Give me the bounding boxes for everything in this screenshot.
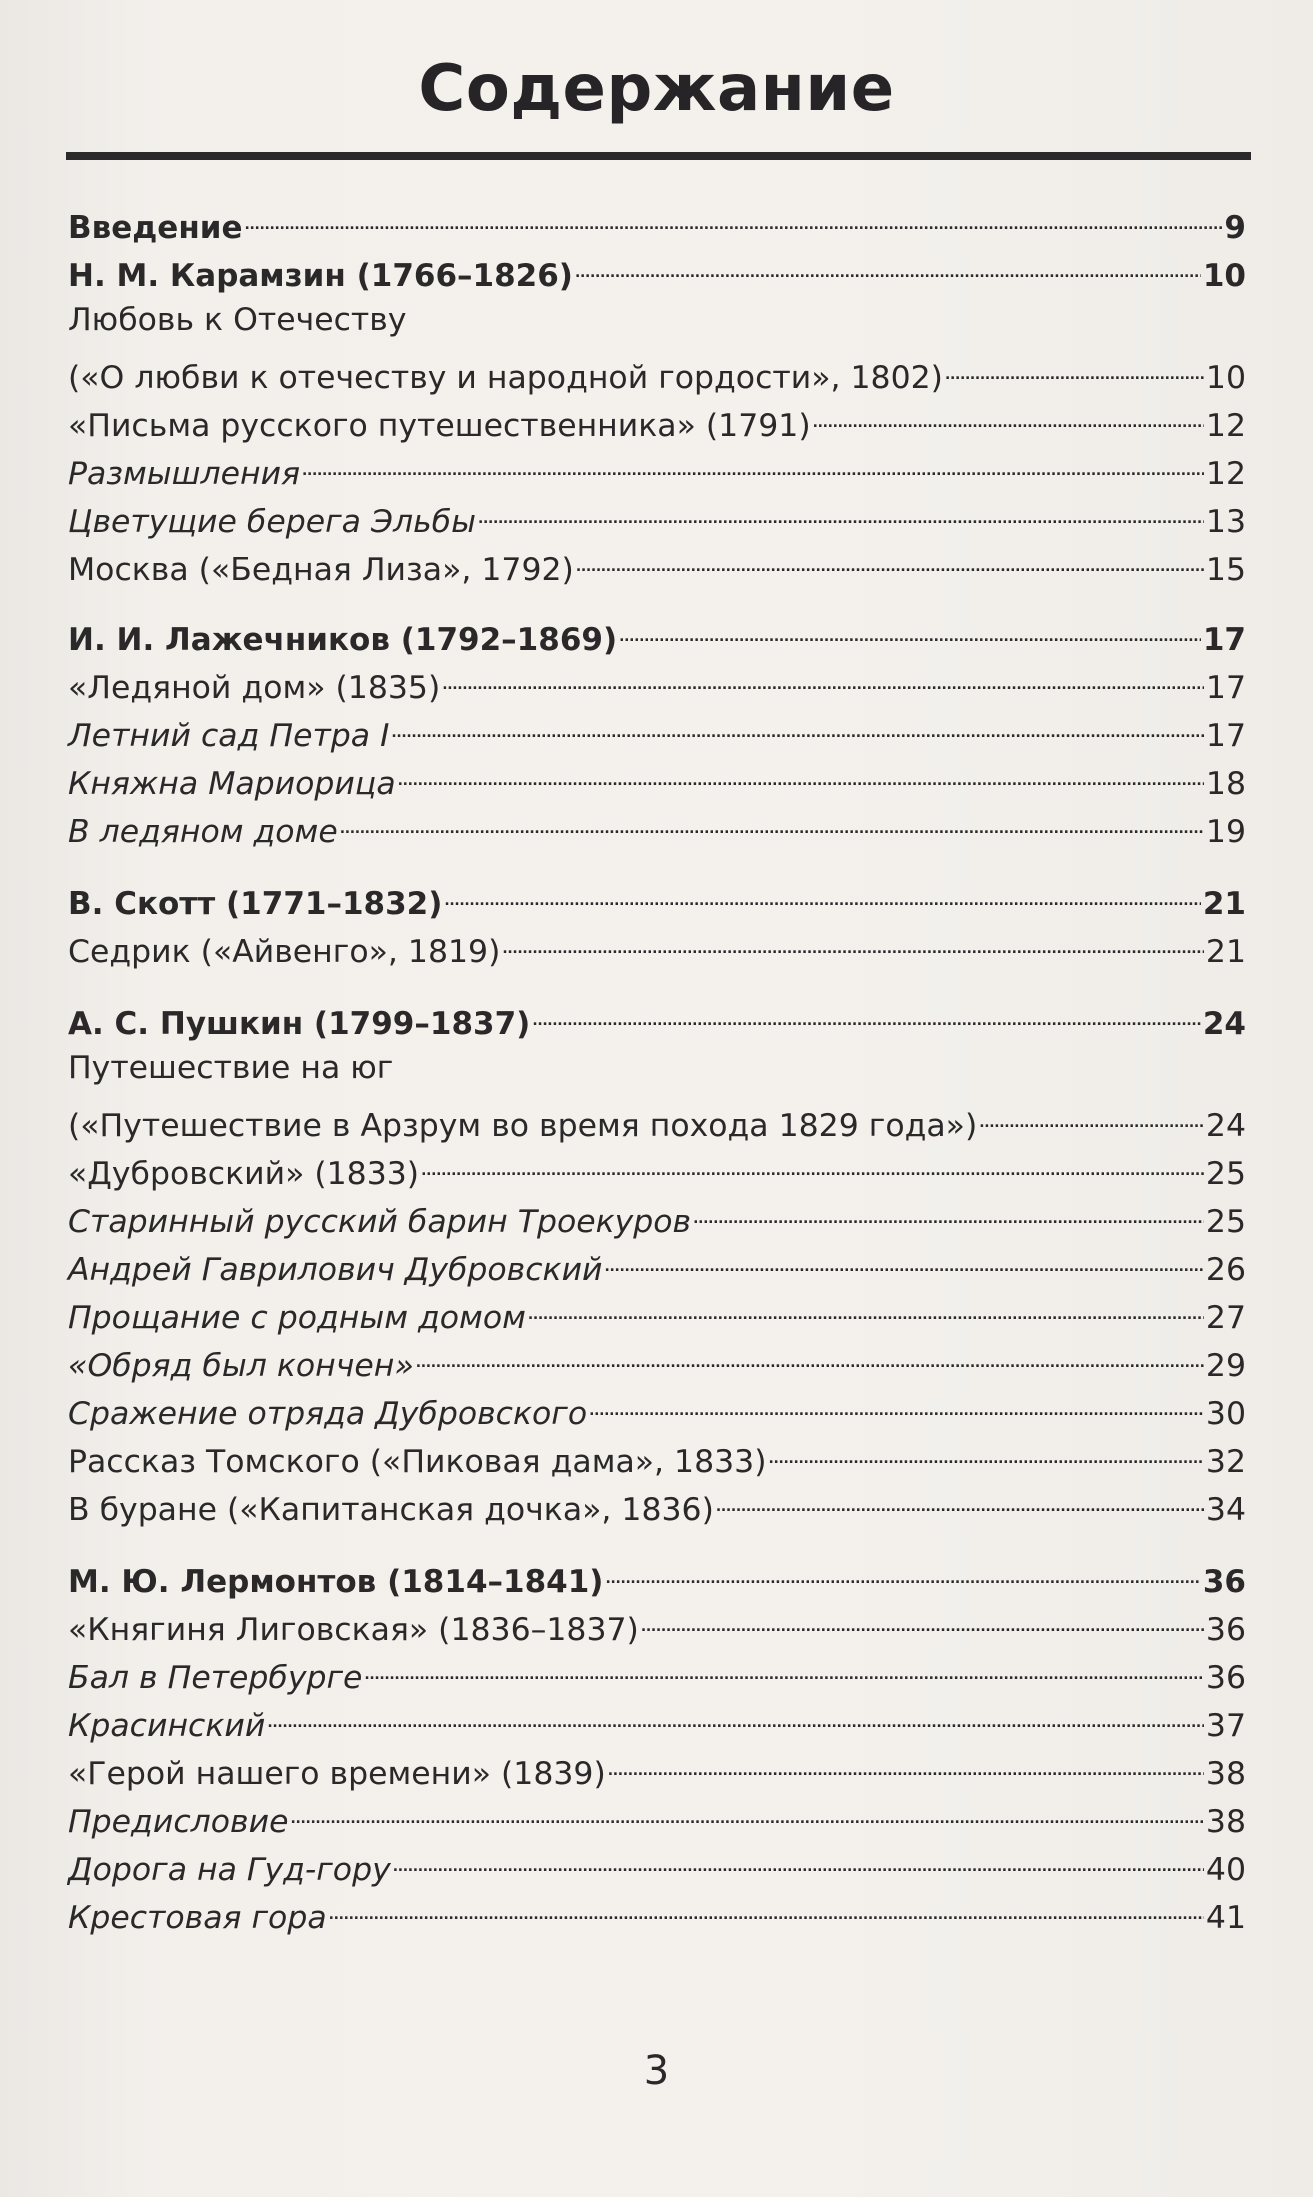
toc-page-number: 34	[1205, 1492, 1246, 1528]
toc-entry-title: Предисловие	[68, 1804, 289, 1840]
toc-dot-leader	[589, 1384, 1204, 1424]
toc-entry	[68, 300, 1246, 340]
toc-entry-title: И. И. Лажечников (1792–1869)	[68, 622, 618, 658]
toc-entry	[68, 1744, 1246, 1794]
toc-section-heading	[68, 994, 1246, 1044]
toc-entry	[68, 1480, 1246, 1530]
toc-entry-title: Введение	[68, 210, 243, 246]
toc-dot-leader	[945, 348, 1204, 388]
toc-dot-leader	[502, 922, 1204, 962]
toc-section-heading	[68, 246, 1246, 296]
toc-entry	[68, 540, 1246, 590]
toc-page-number: 24	[1205, 1108, 1246, 1144]
toc-page-number: 21	[1205, 934, 1246, 970]
toc-entry	[68, 1600, 1246, 1650]
toc-section-heading	[68, 1552, 1246, 1602]
title-rule	[66, 152, 1251, 160]
toc-entry-title: Рассказ Томского («Пиковая дама», 1833)	[68, 1444, 767, 1480]
toc-page-number: 26	[1205, 1252, 1246, 1288]
toc-page-number: 12	[1205, 408, 1246, 444]
toc-dot-leader	[769, 1432, 1204, 1472]
toc-entry	[68, 348, 1246, 398]
toc-page-number: 27	[1205, 1300, 1246, 1336]
toc-entry	[68, 658, 1246, 708]
toc-page-number: 17	[1205, 718, 1246, 754]
toc-dot-leader	[245, 198, 1223, 238]
toc-entry	[68, 492, 1246, 542]
toc-page-number: 41	[1205, 1900, 1246, 1936]
toc-entry-title: Дорога на Гуд-гору	[68, 1852, 391, 1888]
toc-entry	[68, 1144, 1246, 1194]
toc-entry-title: Старинный русский барин Троекуров	[68, 1204, 692, 1240]
toc-page-number: 29	[1205, 1348, 1246, 1384]
toc-entry-title: Н. М. Карамзин (1766–1826)	[68, 258, 573, 294]
toc-entry	[68, 1648, 1246, 1698]
toc-dot-leader	[716, 1480, 1204, 1520]
toc-page-number: 9	[1224, 210, 1246, 246]
toc-entry	[68, 1192, 1246, 1242]
toc-entry-title: («О любви к отечеству и народной гордости», 1802)	[68, 360, 943, 396]
toc-entry	[68, 1432, 1246, 1482]
toc-dot-leader	[608, 1744, 1204, 1784]
toc-entry	[68, 1384, 1246, 1434]
toc-page-number: 36	[1202, 1564, 1246, 1600]
toc-entry-title: Цветущие берега Эльбы	[68, 504, 476, 540]
toc-page-number: 30	[1205, 1396, 1246, 1432]
toc-entry-title: Андрей Гаврилович Дубровский	[68, 1252, 603, 1288]
toc-page-number: 21	[1202, 886, 1246, 922]
toc-page-number: 37	[1205, 1708, 1246, 1744]
toc-dot-leader	[605, 1552, 1200, 1592]
toc-page-number: 32	[1205, 1444, 1246, 1480]
toc-dot-leader	[532, 994, 1201, 1034]
toc-dot-leader	[340, 802, 1204, 842]
toc-dot-leader	[444, 874, 1200, 914]
toc-page-number: 17	[1205, 670, 1246, 706]
toc-entry-title: Седрик («Айвенго», 1819)	[68, 934, 501, 970]
toc-dot-leader	[398, 754, 1204, 794]
toc-dot-leader	[813, 396, 1204, 436]
toc-entry	[68, 396, 1246, 446]
toc-page-number: 13	[1205, 504, 1246, 540]
toc-dot-leader	[641, 1600, 1204, 1640]
toc-entry-title: А. С. Пушкин (1799–1837)	[68, 1006, 531, 1042]
toc-page-number: 17	[1202, 622, 1246, 658]
toc-dot-leader	[979, 1096, 1204, 1136]
toc-entry	[68, 1048, 1246, 1088]
toc-dot-leader	[302, 444, 1204, 484]
toc-entry	[68, 1888, 1246, 1938]
toc-entry-title: Путешествие на юг	[68, 1050, 394, 1086]
toc-entry-title: Любовь к Отечеству	[68, 302, 407, 338]
toc-entry	[68, 706, 1246, 756]
toc-entry	[68, 1696, 1246, 1746]
toc-entry-title: В. Скотт (1771–1832)	[68, 886, 443, 922]
toc-entry-title: Москва («Бедная Лиза», 1792)	[68, 552, 574, 588]
toc-page-number: 25	[1205, 1156, 1246, 1192]
toc-dot-leader	[575, 246, 1201, 286]
toc-entry-title: Сражение отряда Дубровского	[68, 1396, 588, 1432]
toc-entry-title: Крестовая гора	[68, 1900, 327, 1936]
toc-entry	[68, 1288, 1246, 1338]
toc-entry	[68, 444, 1246, 494]
toc-entry	[68, 922, 1246, 972]
toc-dot-leader	[421, 1144, 1204, 1184]
toc-page-number: 38	[1205, 1756, 1246, 1792]
toc-entry	[68, 1336, 1246, 1386]
toc-section-heading	[68, 198, 1246, 248]
toc-entry-title: «Ледяной дом» (1835)	[68, 670, 441, 706]
toc-page-number: 18	[1205, 766, 1246, 802]
toc-section-heading	[68, 610, 1246, 660]
toc-entry-title: «Герой нашего времени» (1839)	[68, 1756, 606, 1792]
toc-dot-leader	[267, 1696, 1204, 1736]
toc-entry-title: Красинский	[68, 1708, 266, 1744]
toc-dot-leader	[605, 1240, 1204, 1280]
toc-entry-title: В буране («Капитанская дочка», 1836)	[68, 1492, 714, 1528]
toc-page-number: 25	[1205, 1204, 1246, 1240]
toc-entry-title: «Обряд был кончен»	[68, 1348, 414, 1384]
page-number: 3	[643, 2048, 670, 2094]
toc-page-number: 38	[1205, 1804, 1246, 1840]
toc-entry-title: Прощание с родным домом	[68, 1300, 526, 1336]
toc-dot-leader	[528, 1288, 1204, 1328]
toc-dot-leader	[391, 706, 1204, 746]
toc-entry	[68, 754, 1246, 804]
toc-entry-title: «Княгиня Лиговская» (1836–1837)	[68, 1612, 639, 1648]
toc-page-number: 10	[1202, 258, 1246, 294]
toc-dot-leader	[416, 1336, 1204, 1376]
toc-page-number: 40	[1205, 1852, 1246, 1888]
toc-dot-leader	[693, 1192, 1204, 1232]
toc-entry-title: Бал в Петербурге	[68, 1660, 363, 1696]
toc-dot-leader	[576, 540, 1204, 580]
toc-entry	[68, 1096, 1246, 1146]
toc-page-number: 12	[1205, 456, 1246, 492]
page-title: Содержание	[418, 52, 895, 126]
toc-entry-title: Размышления	[68, 456, 301, 492]
toc-dot-leader	[290, 1792, 1203, 1832]
toc-page-number: 10	[1205, 360, 1246, 396]
toc-entry	[68, 1840, 1246, 1890]
toc-page-number: 36	[1205, 1660, 1246, 1696]
toc-dot-leader	[478, 492, 1204, 532]
toc-dot-leader	[364, 1648, 1203, 1688]
toc-entry	[68, 802, 1246, 852]
toc-entry-title: Летний сад Петра I	[68, 718, 390, 754]
toc-entry	[68, 1240, 1246, 1290]
toc-page-number: 15	[1205, 552, 1246, 588]
toc-dot-leader	[619, 610, 1201, 650]
toc-page-number: 36	[1205, 1612, 1246, 1648]
toc-entry-title: Княжна Мариорица	[68, 766, 396, 802]
toc-entry-title: В ледяном доме	[68, 814, 338, 850]
toc-entry-title: М. Ю. Лермонтов (1814–1841)	[68, 1564, 604, 1600]
toc-page-number: 24	[1202, 1006, 1246, 1042]
toc-entry-title: («Путешествие в Арзрум во время похода 1829 года»)	[68, 1108, 978, 1144]
toc-entry-title: «Письма русского путешественника» (1791)	[68, 408, 811, 444]
toc-dot-leader	[393, 1840, 1204, 1880]
toc-entry	[68, 1792, 1246, 1842]
toc-dot-leader	[329, 1888, 1204, 1928]
toc-entry-title: «Дубровский» (1833)	[68, 1156, 420, 1192]
toc-section-heading	[68, 874, 1246, 924]
toc-dot-leader	[442, 658, 1204, 698]
toc-page-number: 19	[1205, 814, 1246, 850]
